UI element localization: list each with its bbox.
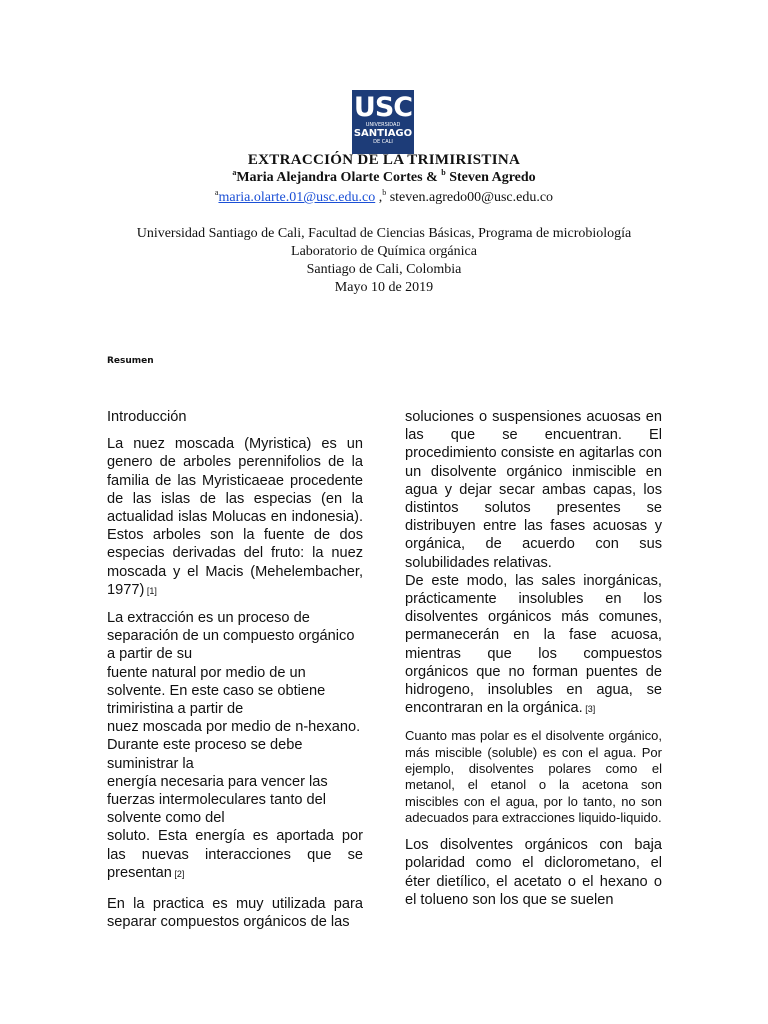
logo-line-1: UNIVERSIDAD [365, 122, 401, 128]
email-b-marker: b [382, 188, 387, 197]
author-b-marker: b [441, 168, 446, 177]
citation-1: [1] [144, 585, 157, 596]
intro-p2-line-d: energía necesaria para vencer las fuerzas intermoleculares tanto del solvente como del [107, 773, 328, 827]
intro-p1-text: La nuez moscada (Myristica) es un genero de arboles perennifolios de la familia de las Myristicaeae procedente de las islas de las especias (en la actualidad islas Molucas en indonesia). Estos arboles son la fuente de dos especias derivadas del fruto: la nuez moscada y el Macis (Mehelembacher, 1977) [107, 436, 363, 598]
intro-paragraph-3: En la practica es muy utilizada para separar compuestos orgánicos de las [107, 896, 363, 931]
logo-acronym: USC [353, 92, 413, 123]
right-paragraph-4: Los disolventes orgánicos con baja polaridad como el diclorometano, el éter dietílico, el acetato o el hexano o el tolueno son los que se suelen [405, 837, 662, 908]
intro-p2-line-b: fuente natural por medio de un solvente. En este caso se obtiene trimiristina a partir de [107, 664, 326, 718]
intro-paragraph-2-end [107, 827, 363, 883]
email-b: steven.agredo00@usc.edu.co [386, 190, 554, 205]
affiliation-line-1: Universidad Santiago de Cali, Facultad de Ciencias Básicas, Programa de microbiología [136, 226, 632, 241]
email-a-link[interactable]: maria.olarte.01@usc.edu.co [218, 190, 376, 205]
logo-line-2: SANTIAGO [353, 128, 413, 139]
right-paragraph-2 [405, 572, 662, 719]
resumen-heading: Resumen [107, 356, 154, 366]
usc-logo [352, 90, 414, 154]
right-p2-text: De este modo, las sales inorgánicas, prácticamente insolubles en los disolventes orgánicos más comunes, permanecerán en la fase acuosa, mientras que los compuestos orgánicos que no forman puentes de hidrogeno, insolubles en agua, se encontraran en la orgánica. [405, 572, 662, 717]
intro-p2-line-a: La extracción es un proceso de separación de un compuesto orgánico a partir de su [107, 610, 355, 663]
right-paragraph-3: Cuanto mas polar es el disolvente orgánico, más miscible (soluble) es con el agua. Por ejemplo, disolventes polares como el metanol, el etanol o la acetona son miscibles con el agua, por lo tanto, no son adecuados para extracciones liquido-liquido. [405, 728, 662, 825]
author-a-marker: a [232, 168, 237, 177]
right-paragraph-1: soluciones o suspensiones acuosas en las que se encuentran. El procedimiento consiste en agitarlas con un disolvente orgánico inmiscible en agua y dejar secar ambas capas, los distintos solutos presentes se distribuyen entre las fases acuosas y orgánica, de acuerdo con sus solubilidades relativas. [405, 409, 662, 571]
right-column [405, 408, 662, 909]
author-a: Maria Alejandra Olarte Cortes & [236, 170, 438, 185]
intro-paragraph-1 [107, 435, 363, 600]
citation-3: [3] [582, 704, 596, 715]
intro-p2-line-e: soluto. Esta energía es aportada por las nuevas interacciones que se presentan [107, 828, 363, 881]
authors-line [0, 170, 768, 186]
left-column [107, 408, 363, 931]
affiliation-block [0, 225, 768, 297]
emails-line [0, 190, 768, 206]
affiliation-line-2: Laboratorio de Química orgánica [291, 244, 477, 259]
affiliation-date: Mayo 10 de 2019 [334, 280, 434, 295]
email-a-marker: a [214, 188, 219, 197]
intro-p2-line-c: nuez moscada por medio de n-hexano. Durante este proceso se debe suministrar la [107, 719, 361, 772]
introduction-heading: Introducción [107, 409, 187, 425]
affiliation-line-3: Santiago de Cali, Colombia [306, 262, 462, 277]
logo-line-3: DE CALI [373, 139, 393, 145]
citation-2: [2] [171, 868, 185, 879]
email-separator: , [375, 190, 383, 205]
document-title: EXTRACCIÓN DE LA TRIMIRISTINA [247, 152, 521, 168]
author-b: Steven Agredo [445, 170, 536, 185]
